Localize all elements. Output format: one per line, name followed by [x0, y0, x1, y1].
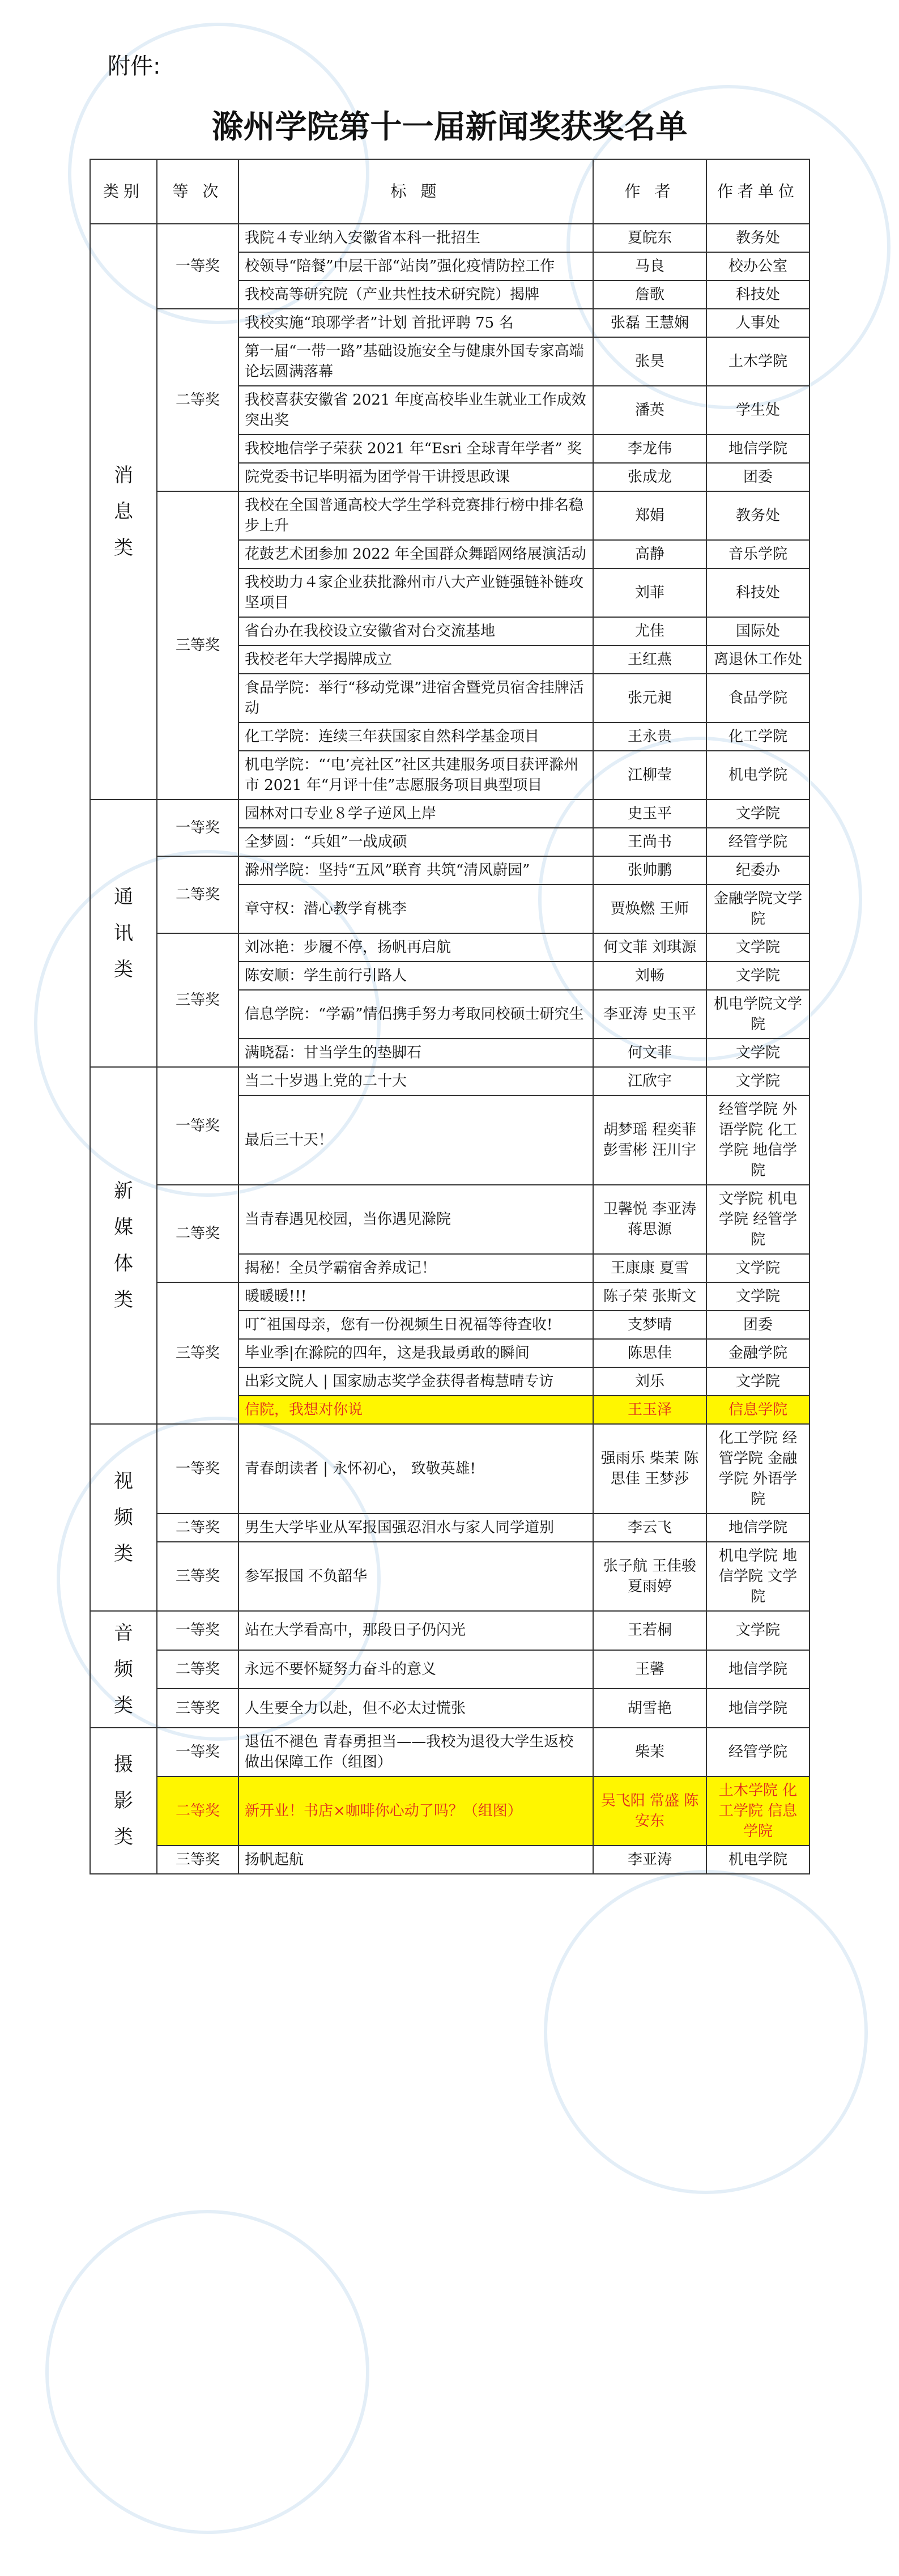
entry-author: 李亚涛 — [593, 1846, 706, 1874]
award-level-cell: 二等奖 — [157, 856, 238, 933]
entry-author: 张成龙 — [593, 463, 706, 491]
award-level-cell: 二等奖 — [157, 1514, 238, 1542]
entry-author: 王尚书 — [593, 828, 706, 856]
column-header-title: 标 题 — [238, 159, 593, 224]
entry-author: 胡梦瑶 程奕菲 彭雪彬 汪川宇 — [593, 1095, 706, 1185]
entry-unit: 经管学院 — [706, 1728, 809, 1776]
award-level-cell: 一等奖 — [157, 224, 238, 309]
category-label: 摄影类 — [114, 1753, 133, 1848]
entry-title: 滁州学院：坚持“五风”联育 共筑“清风蔚园” — [238, 856, 593, 885]
entry-author: 江柳莹 — [593, 751, 706, 800]
entry-unit: 离退休工作处 — [706, 645, 809, 674]
entry-unit: 文学院 — [706, 933, 809, 962]
entry-author: 高静 — [593, 540, 706, 568]
entry-unit: 文学院 — [706, 1282, 809, 1311]
award-level-cell: 二等奖 — [157, 309, 238, 491]
entry-unit: 团委 — [706, 1311, 809, 1339]
entry-unit: 教务处 — [706, 224, 809, 252]
entry-title: 当二十岁遇上党的二十大 — [238, 1067, 593, 1095]
entry-author: 贾焕燃 王师 — [593, 885, 706, 933]
award-level-cell: 三等奖 — [157, 1282, 238, 1424]
entry-unit: 纪委办 — [706, 856, 809, 885]
entry-author: 郑娟 — [593, 491, 706, 540]
table-row — [90, 1542, 809, 1611]
entry-title: 退伍不褪色 青春勇担当——我校为退役大学生返校做出保障工作（组图） — [238, 1728, 593, 1776]
entry-author: 王永贵 — [593, 722, 706, 751]
award-level-cell: 一等奖 — [157, 1424, 238, 1514]
entry-title: 我校实施“琅琊学者”计划 首批评聘 75 名 — [238, 309, 593, 337]
entry-title: 当青春遇见校园，当你遇见滁院 — [238, 1185, 593, 1254]
entry-author: 张帅鹏 — [593, 856, 706, 885]
entry-author: 何文菲 — [593, 1039, 706, 1067]
entry-unit: 文学院 — [706, 1067, 809, 1095]
award-level-cell: 三等奖 — [157, 1846, 238, 1874]
table-header-row — [90, 159, 809, 224]
table-row — [90, 1067, 809, 1095]
table-row — [90, 800, 809, 828]
category-cell — [90, 224, 157, 800]
entry-unit: 经管学院 — [706, 828, 809, 856]
award-table — [90, 159, 810, 1874]
entry-unit: 科技处 — [706, 280, 809, 309]
entry-author: 刘畅 — [593, 962, 706, 990]
award-level-cell: 三等奖 — [157, 933, 238, 1067]
entry-title: 最后三十天！ — [238, 1095, 593, 1185]
entry-author: 吴飞阳 常盛 陈安东 — [593, 1776, 706, 1846]
entry-unit: 金融学院 — [706, 1339, 809, 1367]
entry-unit: 学生处 — [706, 386, 809, 435]
entry-title: 新开业！书店×咖啡你心动了吗？（组图） — [238, 1776, 593, 1846]
entry-author: 王馨 — [593, 1650, 706, 1689]
award-level-cell: 三等奖 — [157, 1542, 238, 1611]
award-level-cell: 三等奖 — [157, 1689, 238, 1728]
column-header-unit: 作者单位 — [706, 159, 809, 224]
entry-author: 夏皖东 — [593, 224, 706, 252]
category-cell — [90, 1728, 157, 1874]
table-row — [90, 1185, 809, 1254]
entry-title: 满晓磊：甘当学生的垫脚石 — [238, 1039, 593, 1067]
entry-title: 园林对口专业８学子逆风上岸 — [238, 800, 593, 828]
entry-author: 张元昶 — [593, 674, 706, 722]
entry-unit: 机电学院 地信学院 文学院 — [706, 1542, 809, 1611]
entry-author: 何文菲 刘琪源 — [593, 933, 706, 962]
entry-author: 卫馨悦 李亚涛 蒋思源 — [593, 1185, 706, 1254]
entry-author: 马良 — [593, 252, 706, 280]
table-row — [90, 933, 809, 962]
entry-title: 刘冰艳：步履不停，扬帆再启航 — [238, 933, 593, 962]
table-row — [90, 1728, 809, 1776]
entry-author: 刘乐 — [593, 1367, 706, 1396]
entry-author: 刘菲 — [593, 568, 706, 617]
entry-title: 永远不要怀疑努力奋斗的意义 — [238, 1650, 593, 1689]
award-level-cell: 一等奖 — [157, 1728, 238, 1776]
entry-author: 尤佳 — [593, 617, 706, 645]
entry-unit: 文学院 — [706, 962, 809, 990]
watermark-circle — [45, 2210, 369, 2534]
entry-author: 强雨乐 柴茉 陈思佳 王梦莎 — [593, 1424, 706, 1514]
entry-title: 第一届“一带一路”基础设施安全与健康外国专家高端论坛圆满落幕 — [238, 337, 593, 386]
category-cell — [90, 1611, 157, 1728]
entry-unit: 国际处 — [706, 617, 809, 645]
column-header-category: 类别 — [90, 159, 157, 224]
entry-unit: 信息学院 — [706, 1396, 809, 1424]
table-row — [90, 309, 809, 337]
entry-author: 支梦晴 — [593, 1311, 706, 1339]
award-level-cell: 一等奖 — [157, 800, 238, 856]
entry-unit: 食品学院 — [706, 674, 809, 722]
entry-title: 毕业季|在滁院的四年，这是我最勇敢的瞬间 — [238, 1339, 593, 1367]
entry-title: 男生大学毕业从军报国强忍泪水与家人同学道别 — [238, 1514, 593, 1542]
award-level-cell: 一等奖 — [157, 1611, 238, 1650]
entry-title: 校领导“陪餐”中层干部“站岗”强化疫情防控工作 — [238, 252, 593, 280]
entry-author: 王红燕 — [593, 645, 706, 674]
table-row — [90, 1689, 809, 1728]
attachment-label: 附件: — [108, 53, 161, 79]
entry-author: 柴茉 — [593, 1728, 706, 1776]
award-level-cell: 二等奖 — [157, 1185, 238, 1282]
entry-author: 陈子荣 张斯文 — [593, 1282, 706, 1311]
entry-author: 陈思佳 — [593, 1339, 706, 1367]
entry-unit: 机电学院 — [706, 1846, 809, 1874]
category-label: 新媒体类 — [114, 1180, 133, 1311]
table-row — [90, 1282, 809, 1311]
category-label: 音频类 — [114, 1622, 133, 1717]
entry-title: 我校地信学子荣获 2021 年“Esri 全球青年学者” 奖 — [238, 435, 593, 463]
entry-author: 李亚涛 史玉平 — [593, 990, 706, 1039]
entry-title: 我校喜获安徽省 2021 年度高校毕业生就业工作成效突出奖 — [238, 386, 593, 435]
category-label: 视频类 — [114, 1470, 133, 1565]
entry-title: 扬帆起航 — [238, 1846, 593, 1874]
entry-unit: 科技处 — [706, 568, 809, 617]
entry-unit: 经管学院 外语学院 化工学院 地信学院 — [706, 1095, 809, 1185]
entry-unit: 地信学院 — [706, 1650, 809, 1689]
entry-title: 叮˜祖国母亲，您有一份视频生日祝福等待查收! — [238, 1311, 593, 1339]
entry-author: 王若桐 — [593, 1611, 706, 1650]
column-header-level: 等 次 — [157, 159, 238, 224]
entry-unit: 文学院 — [706, 800, 809, 828]
entry-unit: 文学院 — [706, 1039, 809, 1067]
table-row — [90, 1650, 809, 1689]
entry-title: 我校高等研究院（产业共性技术研究院）揭牌 — [238, 280, 593, 309]
entry-author: 张子航 王佳骏 夏雨婷 — [593, 1542, 706, 1611]
watermark-circle — [544, 1870, 868, 2194]
entry-unit: 金融学院文学院 — [706, 885, 809, 933]
entry-title: 省台办在我校设立安徽省对台交流基地 — [238, 617, 593, 645]
table-row — [90, 856, 809, 885]
entry-title: 我院４专业纳入安徽省本科一批招生 — [238, 224, 593, 252]
entry-unit: 文学院 — [706, 1367, 809, 1396]
entry-author: 李云飞 — [593, 1514, 706, 1542]
entry-title: 青春朗读者 | 永怀初心， 致敬英雄! — [238, 1424, 593, 1514]
entry-author: 张昊 — [593, 337, 706, 386]
entry-title: 站在大学看高中，那段日子仍闪光 — [238, 1611, 593, 1650]
entry-title: 机电学院：“‘电’亮社区”社区共建服务项目获评滁州市 2021 年“月评十佳”志愿服务项目典型项目 — [238, 751, 593, 800]
entry-unit: 文学院 — [706, 1254, 809, 1282]
entry-author: 江欣宇 — [593, 1067, 706, 1095]
category-cell — [90, 1424, 157, 1611]
entry-author: 李龙伟 — [593, 435, 706, 463]
entry-unit: 土木学院 化工学院 信息学院 — [706, 1776, 809, 1846]
table-row — [90, 1846, 809, 1874]
entry-title: 院党委书记毕明福为团学骨干讲授思政课 — [238, 463, 593, 491]
entry-unit: 文学院 机电学院 经管学院 — [706, 1185, 809, 1254]
category-cell — [90, 1067, 157, 1424]
entry-unit: 土木学院 — [706, 337, 809, 386]
table-row — [90, 1611, 809, 1650]
entry-unit: 化工学院 经管学院 金融学院 外语学院 — [706, 1424, 809, 1514]
award-table-body — [90, 224, 809, 1874]
entry-title: 暖暖暖!!! — [238, 1282, 593, 1311]
entry-title: 出彩文院人 | 国家励志奖学金获得者梅慧晴专访 — [238, 1367, 593, 1396]
entry-title: 全梦圆：“兵姐”一战成硕 — [238, 828, 593, 856]
entry-title: 信息学院：“学霸”情侣携手努力考取同校硕士研究生 — [238, 990, 593, 1039]
entry-unit: 音乐学院 — [706, 540, 809, 568]
table-row — [90, 224, 809, 252]
page-title: 滁州学院第十一届新闻奖获奖名单 — [211, 109, 688, 146]
entry-unit: 地信学院 — [706, 1689, 809, 1728]
table-row — [90, 491, 809, 540]
entry-unit: 人事处 — [706, 309, 809, 337]
entry-author: 王康康 夏雪 — [593, 1254, 706, 1282]
entry-author: 潘英 — [593, 386, 706, 435]
entry-unit: 机电学院 — [706, 751, 809, 800]
entry-unit: 校办公室 — [706, 252, 809, 280]
entry-title: 我校在全国普通高校大学生学科竞赛排行榜中排名稳步上升 — [238, 491, 593, 540]
column-header-author: 作 者 — [593, 159, 706, 224]
award-level-cell: 二等奖 — [157, 1776, 238, 1846]
entry-title: 食品学院：举行“移动党课”进宿舍暨党员宿舍挂牌活动 — [238, 674, 593, 722]
entry-author: 张磊 王慧娴 — [593, 309, 706, 337]
entry-title: 揭秘！全员学霸宿舍养成记！ — [238, 1254, 593, 1282]
entry-title: 化工学院：连续三年获国家自然科学基金项目 — [238, 722, 593, 751]
award-level-cell: 一等奖 — [157, 1067, 238, 1185]
table-row — [90, 1776, 809, 1846]
category-label: 消息类 — [114, 464, 133, 559]
entry-author: 王玉泽 — [593, 1396, 706, 1424]
table-row — [90, 1514, 809, 1542]
entry-title: 参军报国 不负韶华 — [238, 1542, 593, 1611]
entry-unit: 机电学院文学院 — [706, 990, 809, 1039]
entry-unit: 地信学院 — [706, 1514, 809, 1542]
entry-author: 胡雪艳 — [593, 1689, 706, 1728]
entry-unit: 文学院 — [706, 1611, 809, 1650]
category-label: 通讯类 — [114, 886, 133, 981]
table-row — [90, 1424, 809, 1514]
award-level-cell: 三等奖 — [157, 491, 238, 800]
entry-unit: 化工学院 — [706, 722, 809, 751]
entry-author: 詹歌 — [593, 280, 706, 309]
entry-title: 陈安顺：学生前行引路人 — [238, 962, 593, 990]
category-cell — [90, 800, 157, 1067]
entry-unit: 团委 — [706, 463, 809, 491]
entry-title: 我校助力４家企业获批滁州市八大产业链强链补链攻坚项目 — [238, 568, 593, 617]
award-level-cell: 二等奖 — [157, 1650, 238, 1689]
entry-unit: 地信学院 — [706, 435, 809, 463]
entry-author: 史玉平 — [593, 800, 706, 828]
entry-unit: 教务处 — [706, 491, 809, 540]
entry-title: 人生要全力以赴，但不必太过慌张 — [238, 1689, 593, 1728]
entry-title: 我校老年大学揭牌成立 — [238, 645, 593, 674]
entry-title: 花鼓艺术团参加 2022 年全国群众舞蹈网络展演活动 — [238, 540, 593, 568]
entry-title: 章守权：潜心教学育桃李 — [238, 885, 593, 933]
entry-title: 信院，我想对你说 — [238, 1396, 593, 1424]
